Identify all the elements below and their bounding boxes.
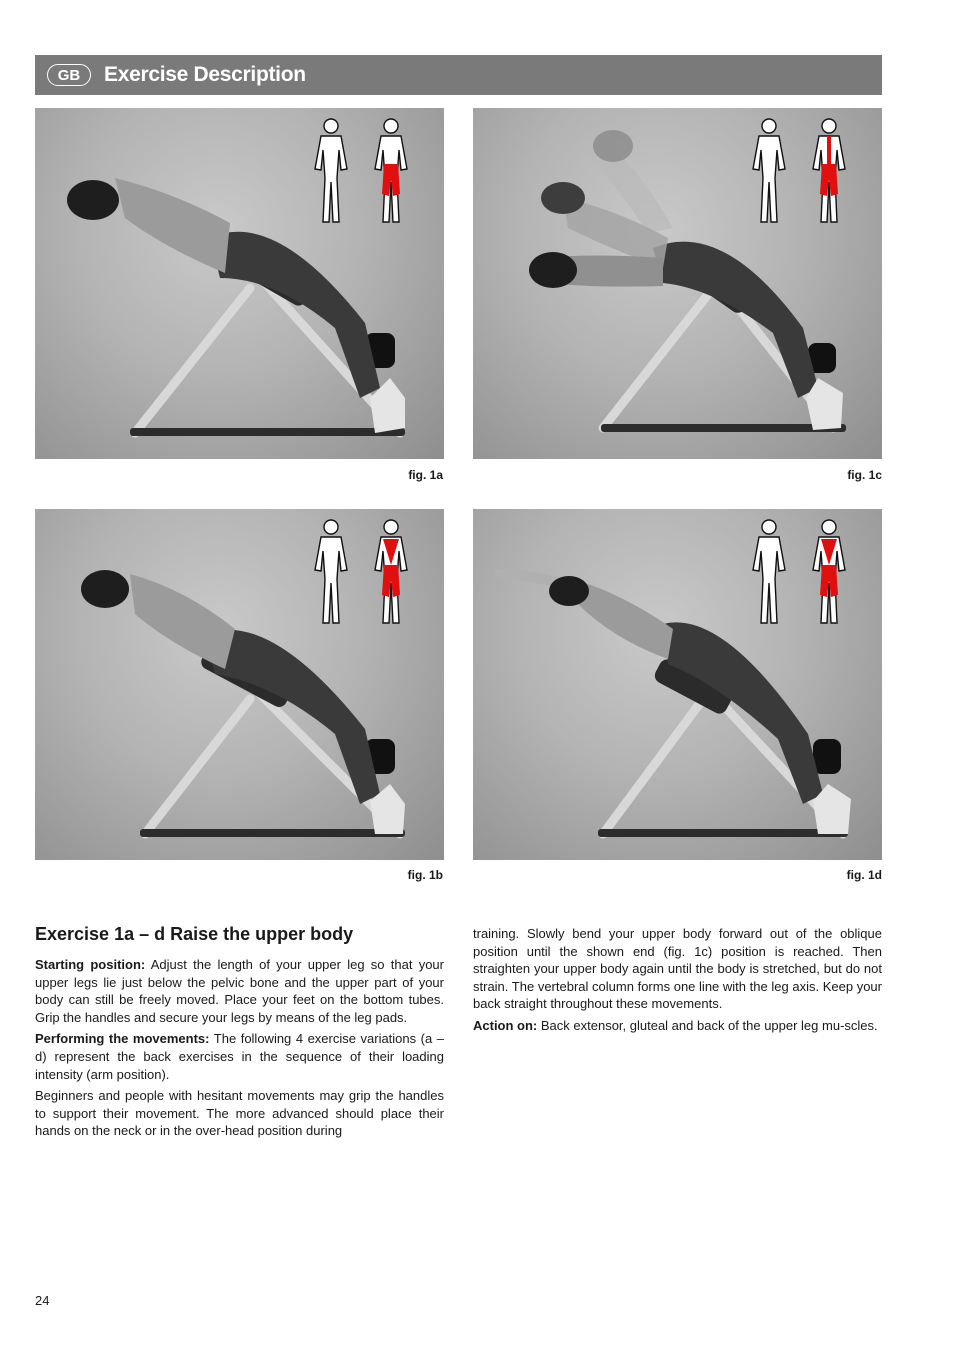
text-column-right <box>473 925 882 1039</box>
exercise-photo-1a <box>35 108 444 459</box>
muscle-diagram-1b <box>307 515 422 630</box>
figure-caption-1d: fig. 1d <box>846 868 882 882</box>
exercise-photo-1b <box>35 509 444 860</box>
exercise-title: Exercise 1a – d Raise the upper body <box>35 924 354 944</box>
muscle-diagram-1a <box>307 114 422 229</box>
page-number: 24 <box>35 1293 50 1308</box>
language-badge: GB <box>47 64 91 86</box>
starting-position-paragraph <box>35 956 444 1026</box>
beginners-paragraph: Beginners and people with hesitant movements may grip the handles to support their movement. The more advanced should place their hands on the neck or in the over-head position during <box>35 1088 444 1139</box>
performing-paragraph <box>35 1030 444 1083</box>
text-column-left <box>35 956 444 1144</box>
action-label: Action on: <box>473 1017 538 1033</box>
exercise-photo-1d <box>473 509 882 860</box>
section-header <box>35 55 882 95</box>
muscle-diagram-1d <box>745 515 860 630</box>
figure-caption-1b: fig. 1b <box>407 868 443 882</box>
performing-label: Performing the movements: <box>35 1031 210 1047</box>
figure-caption-1a: fig. 1a <box>408 468 443 482</box>
action-text: Back extensor, gluteal and back of the upper leg mu-scles. <box>537 1017 878 1033</box>
starting-position-label: Starting position: <box>35 957 146 972</box>
action-paragraph <box>473 1017 882 1035</box>
figure-caption-1c: fig. 1c <box>847 468 882 482</box>
starting-position-text: Adjust the length of your upper leg so that your upper legs lie just below the pelvic bone and the upper part of your body can still be freely moved. Place your feet on the bottom tubes. Grip the handles and secure your legs by means of the leg pads. <box>35 957 444 1025</box>
page-title: Exercise Description <box>104 63 306 86</box>
muscle-diagram-1c <box>745 114 860 229</box>
continued-paragraph: training. Slowly bend your upper body forward out of the oblique position until the shown end (fig. 1c) position is reached. Then straighten your upper body again until the body is stretched, but do not strain. The vertebral column forms one line with the leg axis. Keep your back straight throughout these movements. <box>473 926 882 1012</box>
exercise-photo-1c <box>473 108 882 459</box>
performing-text: The following 4 exercise variations (a – d) represent the back exercises in the sequence of their loading intensity (arm position). <box>35 1031 444 1082</box>
